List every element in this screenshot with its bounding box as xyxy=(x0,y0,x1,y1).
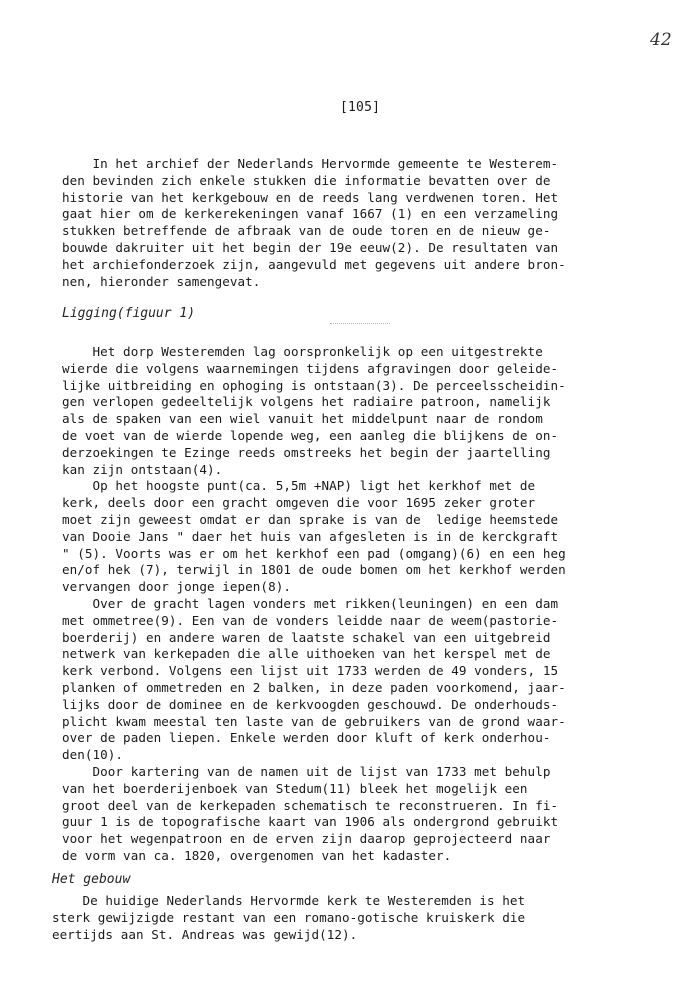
intro-paragraph: In het archief der Nederlands Hervormde gemeente te Westerem- den bevinden zich enkele stukken die informatie bevatten over de historie van het kerkgebouw en de reeds lang verdwenen toren. Het gaat hier om de kerkerekeningen vanaf 1667 (1) en een verzameling stukken betreffende de afbraak van de oude toren en de nieuw ge- bouwde dakruiter uit het begin der 19e eeuw(2). De resultaten van het archiefonderzoek zijn, aangevuld met gegevens uit andere bron- nen, hieronder samengevat. xyxy=(62,156,566,289)
handwritten-page-number: 42 xyxy=(650,30,672,50)
scan-speckle xyxy=(330,323,390,325)
section-heading-gebouw: Het gebouw xyxy=(52,872,131,887)
ligging-paragraphs: Het dorp Westeremden lag oorspronkelijk op een uitgestrekte wierde die volgens waarnemingen tijdens afgravingen door geleide- lijke uitbreiding en ophoging is ontstaan(3). De perceelsscheidin- gen verlopen gedeeltelijk volgens het radiaire patroon, namelijk als de spaken van een wiel vanuit het middelpunt naar de rondom de voet van de wierde lopende weg, een aanleg die blijkens de on- derzoekingen te Ezinge reeds omstreeks het begin der jaartelling kan zijn ontstaan(4). Op het hoogste punt(ca. 5,5m +NAP) ligt het kerkhof met de kerk, deels door een gracht omgeven die voor 1695 zeker groter moet zijn geweest omdat er dan sprake is van de ledige heemstede van Dooie Jans " daer het huis van afgesleten is in de kerckgraft " (5). Voorts was er om het kerkhof een pad (omgang)(6) en een heg en/of hek (7), terwijl in 1801 de oude bomen om het kerkhof werden vervangen door jonge iepen(8). Over de gracht lagen vonders met rikken(leuningen) en een dam met ommetree(9). Een van de vonders leidde naar de weem(pastorie- boerderij) en andere waren de laatste schakel van een uitgebreid netwerk van kerkepaden die alle uithoeken van het kerspel met de kerk verbond. Volgens een lijst uit 1733 werden de 49 vonders, 15 planken of ommetreden en 2 balken, in deze paden voorkomend, jaar- lijks door de dominee en de kerkvoogden geschouwd. De onderhouds- plicht kwam meestal ten laste van de gebruikers van de grond waar- over de paden liepen. Enkele werden door kluft of kerk onderhou- den(10). Door kartering van de namen uit de lijst van 1733 met behulp van het boerderijenboek van Stedum(11) bleek het mogelijk een groot deel van de kerkepaden schematisch te reconstrueren. In fi- guur 1 is de topografische kaart van 1906 als ondergrond gebruikt voor het wegenpatroon en de erven zijn daarop geprojecteerd naar de vorm van ca. 1820, overgenomen van het kadaster. xyxy=(62,344,566,863)
gebouw-paragraph: De huidige Nederlands Hervormde kerk te Westeremden is het sterk gewijzigde restant van een romano-gotische kruiskerk die eertijds aan St. Andreas was gewijd(12). xyxy=(52,893,526,942)
page-reference: [105] xyxy=(340,100,381,115)
section-heading-ligging: Ligging(figuur 1) xyxy=(62,306,196,321)
